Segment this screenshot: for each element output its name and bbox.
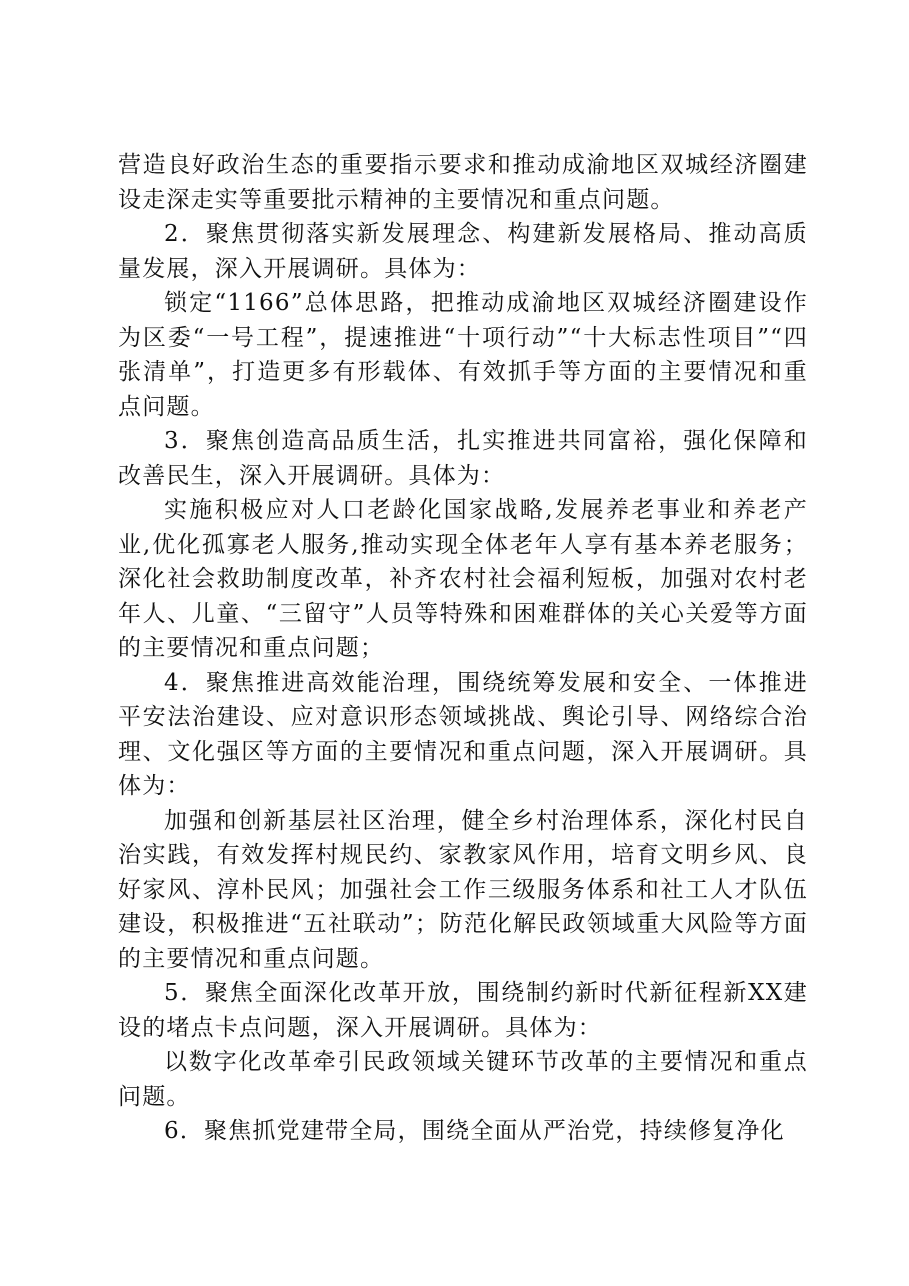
paragraph-2: 2．聚焦贯彻落实新发展理念、构建新发展格局、推动高质量发展，深入开展调研。具体为： [118, 221, 808, 282]
paragraph-3: 锁定“1166”总体思路，把推动成渝地区双城经济圈建设作为区委“一号工程”，提速推进“十项行动”“十大标志性项目”“四张清单”，打造更多有形载体、有效抓手等方面的主要情况和重点问题。 [118, 290, 808, 420]
paragraph-8: 5．聚焦全面深化改革开放，围绕制约新时代新征程新XX建设的堵点卡点问题，深入开展调研。具体为： [118, 980, 808, 1041]
paragraph-1: 营造良好政治生态的重要指示要求和推动成渝地区双城经济圈建设走深走实等重要批示精神的主要情况和重点问题。 [118, 152, 808, 213]
paragraph-9: 以数字化改革牵引民政领域关键环节改革的主要情况和重点问题。 [118, 1049, 808, 1110]
document-body [118, 148, 808, 1149]
paragraph-5: 实施积极应对人口老龄化国家战略,发展养老事业和养老产业,优化孤寡老人服务,推动实现全体老年人享有基本养老服务；深化社会救助制度改革，补齐农村社会福利短板，加强对农村老年人、儿童、“三留守”人员等特殊和困难群体的关心关爱等方面的主要情况和重点问题； [118, 497, 808, 661]
paragraph-6: 4．聚焦推进高效能治理，围绕统筹发展和安全、一体推进平安法治建设、应对意识形态领域挑战、舆论引导、网络综合治理、文化强区等方面的主要情况和重点问题，深入开展调研。具体为： [118, 669, 808, 799]
paragraph-7: 加强和创新基层社区治理，健全乡村治理体系，深化村民自治实践，有效发挥村规民约、家教家风作用，培育文明乡风、良好家风、淳朴民风；加强社会工作三级服务体系和社工人才队伍建设，积极推进“五社联动”；防范化解民政领域重大风险等方面的主要情况和重点问题。 [118, 807, 808, 972]
paragraph-10: 6．聚焦抓党建带全局，围绕全面从严治党，持续修复净化 [164, 1118, 785, 1144]
paragraph-4: 3．聚焦创造高品质生活，扎实推进共同富裕，强化保障和改善民生，深入开展调研。具体为： [118, 428, 808, 489]
